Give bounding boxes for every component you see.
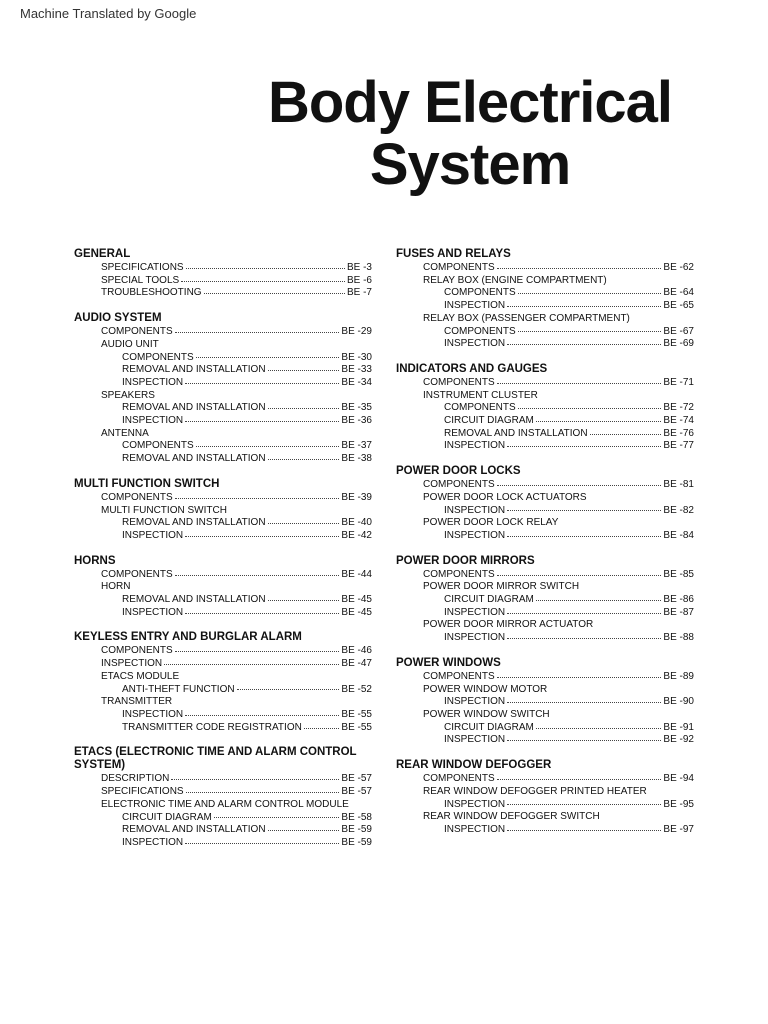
toc-entry-page: BE -85 — [663, 568, 694, 580]
toc-entry — [396, 275, 694, 288]
toc-section — [396, 465, 694, 543]
toc-entry — [396, 581, 694, 594]
toc-section-title: ETACS (ELECTRONIC TIME AND ALARM CONTROL SYSTEM) — [74, 746, 357, 772]
toc-entry-page: BE -67 — [663, 325, 694, 337]
toc-entry-label: SPEAKERS — [101, 389, 155, 401]
toc-entry-label: MULTI FUNCTION SWITCH — [101, 504, 227, 516]
toc-entry-label: INSPECTION — [444, 529, 506, 541]
toc-entry-page: BE -62 — [663, 262, 694, 273]
toc-section — [74, 631, 372, 734]
toc-section — [74, 555, 372, 620]
toc-entry-label: ETACS MODULE — [101, 670, 180, 682]
toc-entry-label: INSPECTION — [444, 823, 506, 835]
toc-entry-page: BE -94 — [663, 773, 694, 785]
toc-entry — [74, 352, 372, 365]
toc-entry — [74, 428, 372, 441]
toc-entry — [396, 786, 694, 799]
toc-entry — [74, 453, 372, 466]
page-title — [200, 72, 740, 196]
toc-section-title: POWER DOOR LOCKS — [396, 465, 521, 478]
dot-leader — [186, 268, 345, 269]
toc-entry-label: TRANSMITTER — [101, 696, 173, 708]
dot-leader — [497, 575, 662, 576]
toc-entry — [396, 824, 694, 837]
toc-entry-page: BE -89 — [663, 670, 694, 682]
toc-entry-label: TRANSMITTER CODE REGISTRATION — [122, 721, 302, 733]
toc-entry-page: BE -6 — [346, 274, 372, 286]
toc-entry — [74, 812, 372, 825]
toc-entry-label: HORN — [101, 581, 131, 593]
toc-entry-label: COMPONENTS — [423, 262, 495, 273]
toc-entry-page: BE -58 — [341, 811, 372, 823]
toc-entry-page: BE -39 — [341, 491, 372, 503]
toc-entry-page: BE -95 — [663, 798, 694, 810]
toc-entry — [74, 645, 372, 658]
toc-entry-label: AUDIO UNIT — [101, 338, 159, 350]
toc-right-column — [396, 248, 694, 849]
toc-entry-label: COMPONENTS — [423, 568, 495, 580]
toc-entry — [396, 696, 694, 709]
toc-entry-label: REMOVAL AND INSTALLATION — [122, 453, 266, 465]
toc-entry — [74, 594, 372, 607]
toc-entry-label: RELAY BOX (ENGINE COMPARTMENT) — [423, 274, 607, 286]
toc-entry-label: ELECTRONIC TIME AND ALARM CONTROL MODULE — [101, 798, 349, 810]
toc-entry — [74, 671, 372, 684]
page-title-line-1: Body Electrical — [267, 70, 673, 135]
toc-entry — [396, 415, 694, 428]
dot-leader — [185, 715, 339, 716]
toc-entry — [396, 313, 694, 326]
toc-entry — [396, 684, 694, 697]
toc-entry — [396, 287, 694, 300]
dot-leader — [204, 293, 345, 294]
toc-entry-page: BE -35 — [341, 402, 372, 414]
dot-leader — [507, 510, 661, 511]
toc-entry-page: BE -38 — [341, 453, 372, 465]
toc-entry-label: INSPECTION — [444, 696, 506, 708]
dot-leader — [497, 677, 662, 678]
toc-entry — [396, 428, 694, 441]
toc-entry-page: BE -29 — [341, 326, 372, 338]
toc-entry — [74, 722, 372, 735]
dot-leader — [175, 332, 340, 333]
toc-entry-label: COMPONENTS — [122, 351, 194, 363]
toc-entry-label: REMOVAL AND INSTALLATION — [122, 517, 266, 529]
dot-leader — [196, 446, 340, 447]
toc-entry — [74, 505, 372, 518]
dot-leader — [536, 600, 662, 601]
toc-section — [396, 759, 694, 837]
toc-left-column — [74, 248, 372, 862]
toc-section — [74, 478, 372, 543]
toc-entry — [74, 492, 372, 505]
dot-leader — [507, 702, 661, 703]
toc-entry-label: COMPONENTS — [444, 402, 516, 414]
dot-leader — [518, 331, 662, 332]
toc-entry-page: BE -84 — [663, 529, 694, 541]
toc-entry-page: BE -44 — [341, 568, 372, 580]
toc-entry-label: POWER WINDOW SWITCH — [423, 708, 550, 720]
dot-leader — [507, 740, 661, 741]
toc-entry-label: POWER WINDOW MOTOR — [423, 683, 548, 695]
toc-entry — [74, 607, 372, 620]
toc-entry-page: BE -30 — [341, 351, 372, 363]
toc-entry — [396, 338, 694, 351]
toc-entry-label: COMPONENTS — [101, 568, 173, 580]
toc-entry — [396, 811, 694, 824]
dot-leader — [185, 613, 339, 614]
toc-entry — [396, 734, 694, 747]
toc-entry — [74, 684, 372, 697]
toc-entry-page: BE -74 — [663, 415, 694, 427]
toc-entry-page: BE -33 — [341, 364, 372, 376]
toc-entry-label: POWER DOOR LOCK RELAY — [423, 517, 559, 529]
toc-section — [396, 555, 694, 645]
toc-entry — [74, 773, 372, 786]
toc-entry — [74, 402, 372, 415]
toc-entry-page: BE -82 — [663, 504, 694, 516]
toc-entry — [396, 619, 694, 632]
toc-section-title: AUDIO SYSTEM — [74, 312, 162, 325]
toc-entry — [74, 837, 372, 850]
toc-section — [396, 363, 694, 453]
toc-entry — [396, 326, 694, 339]
dot-leader — [185, 536, 339, 537]
toc-entry-page: BE -72 — [663, 402, 694, 414]
dot-leader — [185, 843, 339, 844]
toc-entry-label: COMPONENTS — [423, 773, 495, 785]
toc-entry — [396, 607, 694, 620]
toc-entry-label: RELAY BOX (PASSENGER COMPARTMENT) — [423, 312, 630, 324]
toc-entry-label: INSTRUMENT CLUSTER — [423, 389, 538, 401]
toc-entry-page: BE -87 — [663, 606, 694, 618]
toc-entry — [74, 709, 372, 722]
toc-entry-label: INSPECTION — [122, 415, 184, 427]
toc-entry-page: BE -69 — [663, 338, 694, 350]
dot-leader — [507, 306, 661, 307]
toc-entry-label: COMPONENTS — [101, 645, 173, 657]
dot-leader — [497, 485, 662, 486]
toc-entry — [396, 390, 694, 403]
toc-section — [396, 657, 694, 747]
toc-entry — [74, 415, 372, 428]
toc-entry — [396, 440, 694, 453]
toc-section-title: REAR WINDOW DEFOGGER — [396, 759, 552, 772]
toc-entry-label: INSPECTION — [444, 632, 506, 644]
toc-entry-label: INSPECTION — [444, 734, 506, 746]
toc-entry-page: BE -46 — [341, 645, 372, 657]
toc-entry-label: REMOVAL AND INSTALLATION — [444, 427, 588, 439]
toc-entry-page: BE -52 — [341, 683, 372, 695]
toc-entry-label: INSPECTION — [444, 504, 506, 516]
dot-leader — [518, 408, 662, 409]
toc-entry-page: BE -59 — [341, 824, 372, 836]
toc-section-title: INDICATORS AND GAUGES — [396, 362, 548, 375]
toc-entry — [74, 377, 372, 390]
toc-entry — [396, 479, 694, 492]
toc-entry — [74, 440, 372, 453]
toc-entry-label: REMOVAL AND INSTALLATION — [122, 364, 266, 376]
toc-entry-label: COMPONENTS — [101, 491, 173, 503]
toc-entry — [396, 671, 694, 684]
toc-entry-page: BE -7 — [346, 287, 372, 299]
dot-leader — [268, 408, 340, 409]
toc-entry — [396, 709, 694, 722]
toc-entry — [396, 594, 694, 607]
toc-section-title: KEYLESS ENTRY AND BURGLAR ALARM — [74, 631, 302, 644]
toc-entry-label: CIRCUIT DIAGRAM — [444, 594, 534, 606]
toc-entry-page: BE -59 — [341, 836, 372, 848]
toc-entry — [396, 722, 694, 735]
toc-entry-label: SPECIFICATIONS — [101, 262, 184, 273]
dot-leader — [164, 664, 339, 665]
toc-entry — [74, 786, 372, 799]
dot-leader — [497, 779, 662, 780]
dot-leader — [268, 459, 340, 460]
dot-leader — [175, 575, 340, 576]
toc-entry-label: INSPECTION — [444, 798, 506, 810]
dot-leader — [507, 613, 661, 614]
toc-entry — [396, 773, 694, 786]
dot-leader — [536, 421, 662, 422]
toc-entry-label: REMOVAL AND INSTALLATION — [122, 824, 266, 836]
toc-section-title: GENERAL — [74, 248, 131, 260]
toc-entry-label: ANTI-THEFT FUNCTION — [122, 683, 235, 695]
toc-entry-label: COMPONENTS — [423, 376, 495, 388]
dot-leader — [518, 293, 662, 294]
toc-entry — [396, 300, 694, 313]
toc-section-title: POWER DOOR MIRRORS — [396, 554, 535, 567]
dot-leader — [507, 804, 661, 805]
toc-entry-page: BE -37 — [341, 440, 372, 452]
toc-entry-page: BE -40 — [341, 517, 372, 529]
toc-entry — [396, 262, 694, 275]
toc-entry — [74, 339, 372, 352]
toc-entry-label: INSPECTION — [122, 708, 184, 720]
toc-entry-label: INSPECTION — [444, 300, 506, 312]
toc-entry-page: BE -88 — [663, 632, 694, 644]
toc-entry-label: ANTENNA — [101, 427, 149, 439]
dot-leader — [196, 357, 340, 358]
toc-entry-page: BE -76 — [663, 427, 694, 439]
toc-entry — [74, 530, 372, 543]
dot-leader — [507, 344, 661, 345]
toc-entry-label: INSPECTION — [444, 338, 506, 350]
dot-leader — [268, 370, 340, 371]
dot-leader — [175, 651, 340, 652]
toc-entry-page: BE -71 — [663, 376, 694, 388]
dot-leader — [268, 523, 340, 524]
dot-leader — [268, 600, 340, 601]
toc-entry-label: CIRCUIT DIAGRAM — [444, 415, 534, 427]
toc-entry-page: BE -47 — [341, 658, 372, 670]
toc-entry-label: REMOVAL AND INSTALLATION — [122, 594, 266, 606]
toc-entry-label: COMPONENTS — [122, 440, 194, 452]
toc-entry-label: INSPECTION — [122, 376, 184, 388]
toc-entry-label: REAR WINDOW DEFOGGER PRINTED HEATER — [423, 785, 647, 797]
toc-entry-label: POWER DOOR MIRROR ACTUATOR — [423, 619, 594, 631]
toc-entry-page: BE -65 — [663, 300, 694, 312]
toc-entry — [396, 569, 694, 582]
toc-section — [74, 312, 372, 466]
toc-entry — [74, 696, 372, 709]
toc-entry — [74, 275, 372, 288]
dot-leader — [497, 268, 662, 269]
toc-entry — [74, 517, 372, 530]
toc-entry — [396, 632, 694, 645]
toc-entry-label: INSPECTION — [101, 658, 163, 670]
toc-entry-label: REMOVAL AND INSTALLATION — [122, 402, 266, 414]
toc-entry — [396, 530, 694, 543]
toc-entry-label: INSPECTION — [444, 440, 506, 452]
toc-section-title: MULTI FUNCTION SWITCH — [74, 477, 220, 490]
dot-leader — [171, 779, 339, 780]
toc-entry-page: BE -91 — [663, 721, 694, 733]
toc-entry — [396, 402, 694, 415]
dot-leader — [175, 498, 340, 499]
dot-leader — [185, 421, 339, 422]
dot-leader — [497, 383, 662, 384]
toc-entry-label: CIRCUIT DIAGRAM — [444, 721, 534, 733]
toc-entry-page: BE -64 — [663, 287, 694, 299]
toc-section — [74, 746, 372, 849]
toc-entry — [396, 799, 694, 812]
toc-entry — [74, 326, 372, 339]
toc-entry-label: REAR WINDOW DEFOGGER SWITCH — [423, 811, 600, 823]
toc-entry-page: BE -57 — [341, 773, 372, 785]
toc-entry — [74, 364, 372, 377]
toc-entry-page: BE -77 — [663, 440, 694, 452]
toc-entry-page: BE -97 — [663, 823, 694, 835]
toc-entry-page: BE -36 — [341, 415, 372, 427]
toc-entry — [396, 377, 694, 390]
toc-entry-page: BE -86 — [663, 594, 694, 606]
dot-leader — [507, 830, 661, 831]
toc-entry — [74, 262, 372, 275]
toc-entry-label: INSPECTION — [122, 529, 184, 541]
toc-entry-label: DESCRIPTION — [101, 773, 170, 785]
toc-entry — [74, 581, 372, 594]
toc-entry-page: BE -45 — [341, 606, 372, 618]
toc-section — [396, 248, 694, 351]
dot-leader — [507, 638, 661, 639]
toc-entry-label: COMPONENTS — [423, 479, 495, 491]
toc-entry-label: INSPECTION — [444, 606, 506, 618]
toc-entry — [396, 492, 694, 505]
toc-entry-page: BE -90 — [663, 696, 694, 708]
toc-entry — [396, 517, 694, 530]
dot-leader — [590, 434, 662, 435]
toc-entry-page: BE -34 — [341, 376, 372, 388]
toc-entry-label: POWER DOOR LOCK ACTUATORS — [423, 491, 587, 503]
dot-leader — [507, 536, 661, 537]
toc-entry — [396, 505, 694, 518]
dot-leader — [181, 281, 345, 282]
dot-leader — [186, 792, 340, 793]
dot-leader — [536, 728, 662, 729]
toc-entry-label: TROUBLESHOOTING — [101, 287, 202, 299]
toc-entry-page: BE -3 — [346, 262, 372, 273]
toc-section-title: HORNS — [74, 554, 116, 567]
toc-entry-label: COMPONENTS — [423, 670, 495, 682]
dot-leader — [304, 728, 340, 729]
toc-entry — [74, 824, 372, 837]
toc-entry — [74, 799, 372, 812]
toc-entry-label: CIRCUIT DIAGRAM — [122, 811, 212, 823]
toc-entry-page: BE -92 — [663, 734, 694, 746]
toc-entry-label: COMPONENTS — [444, 287, 516, 299]
toc-section-title: FUSES AND RELAYS — [396, 248, 511, 260]
dot-leader — [268, 830, 340, 831]
page-title-line-2: System — [369, 132, 571, 197]
toc-entry-label: INSPECTION — [122, 836, 184, 848]
toc-entry-label: SPECIFICATIONS — [101, 786, 184, 798]
toc-entry — [74, 658, 372, 671]
toc-section — [74, 248, 372, 300]
translation-banner: Machine Translated by Google — [20, 6, 197, 21]
toc-entry — [74, 287, 372, 300]
toc-entry-page: BE -42 — [341, 529, 372, 541]
toc-entry-page: BE -55 — [341, 721, 372, 733]
dot-leader — [237, 689, 340, 690]
toc-entry-label: INSPECTION — [122, 606, 184, 618]
toc-entry-label: COMPONENTS — [101, 326, 173, 338]
toc-entry-label: POWER DOOR MIRROR SWITCH — [423, 581, 580, 593]
toc-entry-page: BE -57 — [341, 786, 372, 798]
toc-entry-page: BE -45 — [341, 594, 372, 606]
dot-leader — [507, 446, 661, 447]
toc-entry-page: BE -81 — [663, 479, 694, 491]
toc-entry — [74, 390, 372, 403]
toc-entry-page: BE -55 — [341, 708, 372, 720]
toc-entry-label: COMPONENTS — [444, 325, 516, 337]
toc-entry — [74, 569, 372, 582]
dot-leader — [214, 817, 340, 818]
dot-leader — [185, 383, 339, 384]
toc-entry-label: SPECIAL TOOLS — [101, 274, 180, 286]
toc-section-title: POWER WINDOWS — [396, 656, 501, 669]
